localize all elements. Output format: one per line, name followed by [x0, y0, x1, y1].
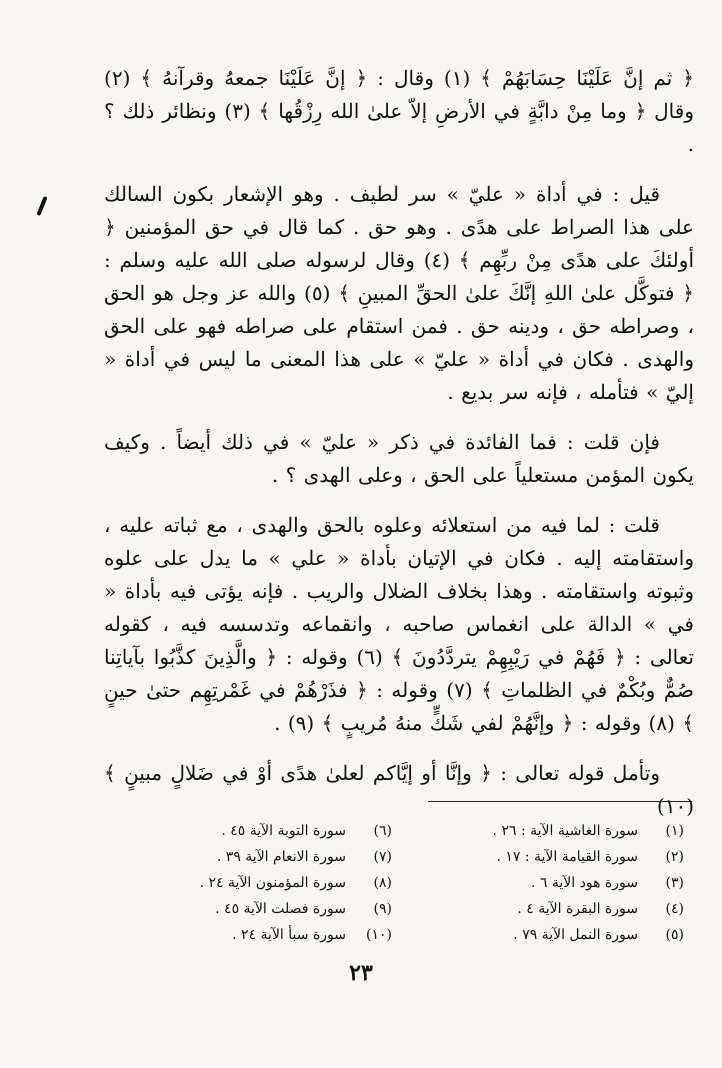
footnote-separator	[428, 801, 692, 802]
footnote-text: سورة البقرة الآية ٤ .	[517, 901, 638, 917]
footnote-number: (٨)	[373, 875, 392, 891]
footnote-number: (٧)	[373, 849, 392, 865]
footnote-text: سورة المؤمنون الآية ٢٤ .	[199, 875, 346, 891]
footnote-number: (٢)	[665, 849, 684, 865]
paragraph-5: وتأمل قوله تعالى : ﴿ وإنَّا أو إيَّاكم لعلىٰ هدًى أوْ في ضَلالٍ مبينٍ ﴾ (١٠)	[104, 761, 694, 818]
footnote-6	[152, 818, 392, 844]
paragraph-3: فإن قلت : فما الفائدة في ذكر « عليّ » في ذلك أيضاً . وكيف يكون المؤمن مستعلياً على الحق ، وعلى الهدى ؟ .	[104, 430, 694, 487]
footnote-10	[152, 922, 392, 948]
paragraph-2: قيل : في أداة « عليّ » سر لطيف . وهو الإشعار بكون السالك على هذا الصراط على هدًى . وهو حق . كما قال في حق المؤمنين ﴿ أولئكَ على هدًى مِنْ ربِّهِم ﴾ (٤) وقال لرسوله صلى الله عليه وسلم : ﴿ فتوكَّل علىٰ اللهِ إنَّكَ علىٰ الحقِّ المبينِ ﴾ (٥) والله عز وجل هو الحق ، وصراطه حق ، ودينه حق . فمن استقام على صراطه فهو على الحق والهدى . فكان في أداة « عليّ » على هذا المعنى ما ليس في أداة « إليّ » فتأمله ، فإنه سر بديع .	[104, 182, 694, 404]
footnotes-right-column	[394, 818, 684, 948]
footnote-number: (١٠)	[366, 927, 392, 943]
footnote-text: سورة هود الآية ٦ .	[531, 875, 638, 891]
main-text	[104, 62, 694, 840]
footnote-text: سورة النمل الآية ٧٩ .	[513, 927, 638, 943]
footnote-2	[394, 844, 684, 870]
footnote-text: سورة سبأ الآية ٢٤ .	[232, 927, 346, 943]
footnote-number: (٣)	[665, 875, 684, 891]
paragraph-4: قلت : لما فيه من استعلائه وعلوه بالحق والهدى ، مع ثباته عليه ، واستقامته إليه . فكان في الإتيان بأداة « علي » ما يدل على علوه وثبوته واستقامته . وهذا بخلاف الضلال والريب . فإنه يؤتى فيه بأداة « في » الدالة على انغماس صاحبه ، وانقماعه وتدسسه فيه ، كقوله تعالى : ﴿ فَهُمْ في رَيْبِهِمْ يتردَّدُونَ ﴾ (٦) وقوله : ﴿ والَّذِينَ كذَّبُوا بآياتِنا صُمٌّ وبُكْمٌ في الظلماتِ ﴾ (٧) وقوله : ﴿ فذَرْهُمْ في غَمْرتِهِم حتىٰ حينٍ ﴾ (٨) وقوله : ﴿ وإنَّهُمْ لفي شَكٍّ منهُ مُريبٍ ﴾ (٩) .	[104, 513, 694, 735]
footnote-text: سورة الغاشية الآية : ٢٦ .	[492, 823, 638, 839]
paragraph-1: ﴿ ثم إنَّ عَلَيْنَا حِسَابَهُمْ ﴾ (١) وقال : ﴿ إنَّ عَلَيْنَا جمعهُ وقرآنهُ ﴾ (٢) وقال ﴿ وما مِنْ دابَّةٍ في الأرضِ إلاّ علىٰ الله رِزْقُها ﴾ (٣) ونظائر ذلك ؟ .	[104, 66, 695, 156]
footnote-3	[394, 870, 684, 896]
footnote-8	[152, 870, 392, 896]
footnote-text: سورة التوبة الآية ٤٥ .	[221, 823, 346, 839]
footnote-text: سورة الانعام الآية ٣٩ .	[216, 849, 346, 865]
footnote-text: سورة القيامة الآية : ١٧ .	[496, 849, 638, 865]
footnote-4	[394, 896, 684, 922]
footnote-1	[394, 818, 684, 844]
footnote-text: سورة فصلت الآية ٤٥ .	[215, 901, 346, 917]
footnote-number: (٥)	[665, 927, 684, 943]
footnote-5	[394, 922, 684, 948]
margin-pen-mark	[36, 196, 47, 216]
footnote-number: (٩)	[373, 901, 392, 917]
footnote-number: (٦)	[373, 823, 392, 839]
footnote-number: (٤)	[665, 901, 684, 917]
footnote-number: (١)	[665, 823, 684, 839]
footnote-9	[152, 896, 392, 922]
footnote-7	[152, 844, 392, 870]
footnotes-left-column	[152, 818, 392, 948]
page-number: ٢٣	[349, 960, 373, 986]
